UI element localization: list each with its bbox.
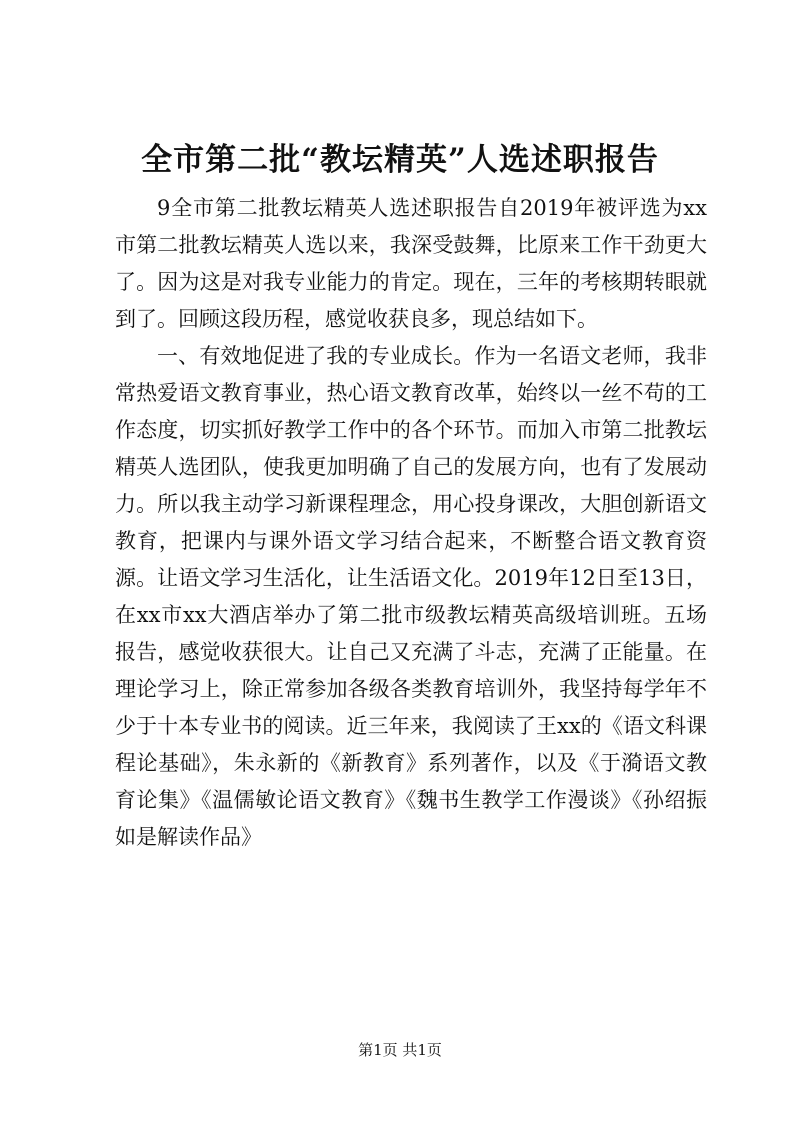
document-body bbox=[115, 190, 707, 856]
paragraph-intro: 9全市第二批教坛精英人选述职报告自2019年被评选为xx市第二批教坛精英人选以来，我深受鼓舞，比原来工作干劲更大了。因为这是对我专业能力的肯定。现在，三年的考核期转眼就到了。回顾这段历程，感觉收获良多，现总结如下。 bbox=[115, 196, 707, 331]
paragraph-section-one: 一、有效地促进了我的专业成长。作为一名语文老师，我非常热爱语文教育事业，热心语文教育改革，始终以一丝不苟的工作态度，切实抓好教学工作中的各个环节。而加入市第二批教坛精英人选团队，使我更加明确了自己的发展方向，也有了发展动力。所以我主动学习新课程理念，用心投身课改，大胆创新语文教育，把课内与课外语文学习结合起来，不断整合语文教育资源。让语文学习生活化，让生活语文化。2019年12日至13日，在xx市xx大酒店举办了第二批市级教坛精英高级培训班。五场报告，感觉收获很大。让自己又充满了斗志，充满了正能量。在理论学习上，除正常参加各级各类教育培训外，我坚持每学年不少于十本专业书的阅读。近三年来，我阅读了王xx的《语文科课程论基础》，朱永新的《新教育》系列著作，以及《于漪语文教育论集》《温儒敏论语文教育》《魏书生教学工作漫谈》《孙绍振如是解读作品》 bbox=[115, 344, 707, 849]
document-title: 全市第二批“教坛精英”人选述职报告 bbox=[141, 142, 659, 178]
page-number-footer: 第1页 共1页 bbox=[358, 1041, 442, 1059]
